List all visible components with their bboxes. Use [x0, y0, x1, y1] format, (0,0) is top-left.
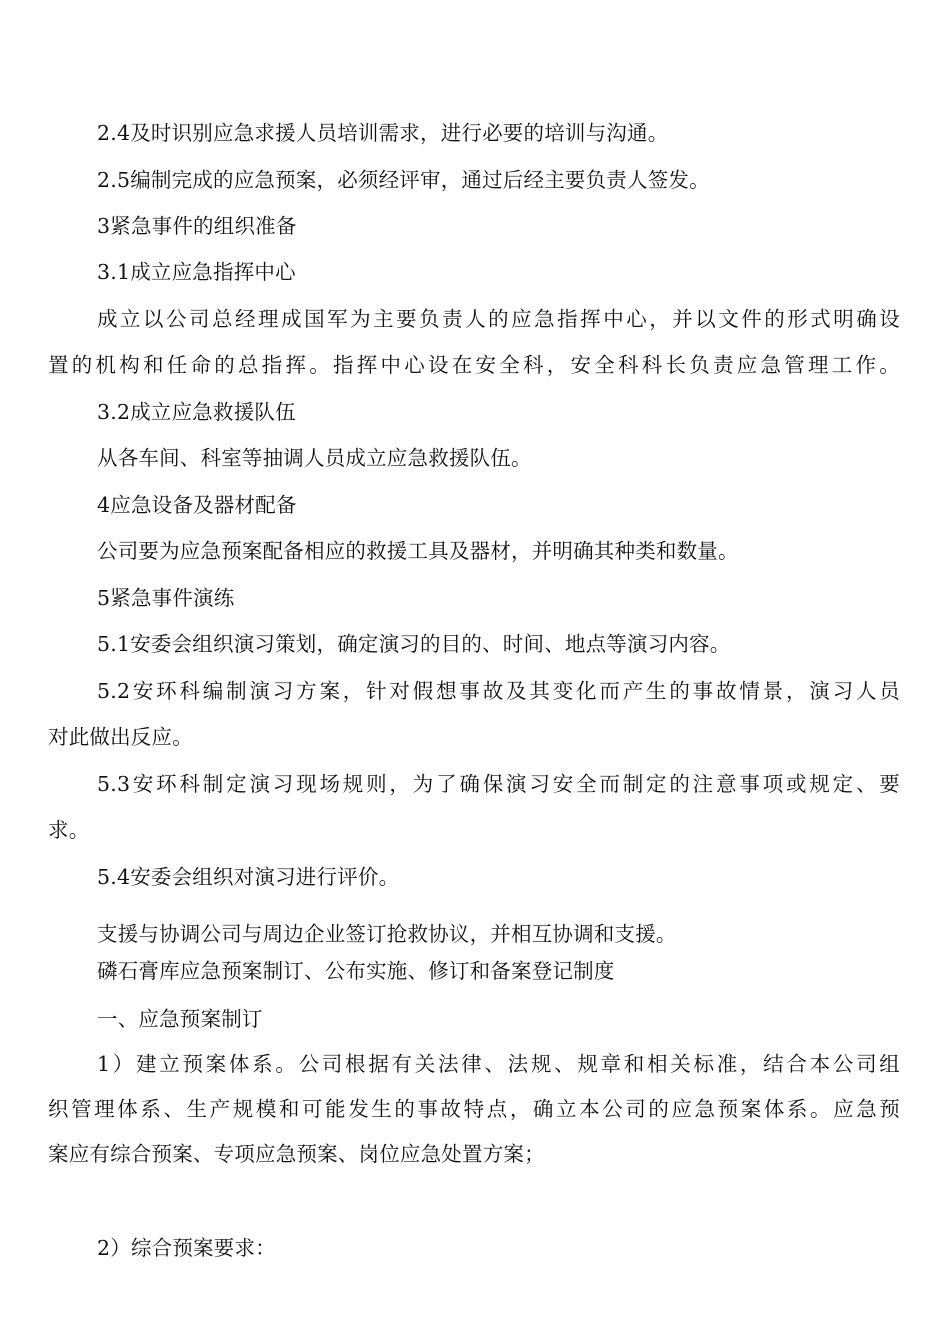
paragraph-3-2: 从各车间、科室等抽调人员成立应急救援队伍。 — [97, 446, 532, 470]
clause-5-4: 5.4安委会组织对演习进行评价。 — [97, 865, 400, 889]
item-1-line-2: 织管理体系、生产规模和可能发生的事故特点，确立本公司的应急预案体系。应急预 — [48, 1097, 900, 1121]
clause-3-1-heading: 3.1成立应急指挥中心 — [97, 260, 296, 284]
paragraph-4: 公司要为应急预案配备相应的救援工具及器材，并明确其种类和数量。 — [97, 539, 739, 563]
paragraph-3-1-line-2: 置的机构和任命的总指挥。指挥中心设在安全科，安全科科长负责应急管理工作。 — [48, 353, 900, 377]
clause-5-2-line-2: 对此做出反应。 — [48, 725, 193, 749]
section-4-heading: 4应急设备及器材配备 — [97, 493, 297, 517]
clause-5-3-line-2: 求。 — [48, 818, 90, 842]
part-1-heading: 一、应急预案制订 — [97, 1007, 263, 1031]
item-1-line-1: 1）建立预案体系。公司根据有关法律、法规、规章和相关标准，结合本公司组 — [97, 1052, 900, 1076]
clause-2-5: 2.5编制完成的应急预案，必须经评审，通过后经主要负责人签发。 — [97, 168, 710, 192]
clause-5-1: 5.1安委会组织演习策划，确定演习的目的、时间、地点等演习内容。 — [97, 632, 731, 656]
clause-3-2-heading: 3.2成立应急救援队伍 — [97, 400, 296, 424]
clause-5-2-line-1: 5.2安环科编制演习方案，针对假想事故及其变化而产生的事故情景，演习人员 — [97, 679, 900, 703]
paragraph-support: 支援与协调公司与周边企业签订抢救协议，并相互协调和支援。 — [97, 922, 677, 946]
item-2-heading: 2）综合预案要求： — [97, 1236, 276, 1260]
clause-2-4: 2.4及时识别应急求援人员培训需求，进行必要的培训与沟通。 — [97, 121, 669, 145]
clause-5-3-line-1: 5.3安环科制定演习现场规则，为了确保演习安全而制定的注意事项或规定、要 — [97, 772, 900, 796]
paragraph-3-1-line-1: 成立以公司总经理成国军为主要负责人的应急指挥中心，并以文件的形式明确设 — [97, 307, 900, 331]
item-1-line-3: 案应有综合预案、专项应急预案、岗位应急处置方案； — [48, 1142, 545, 1166]
document-subtitle: 磷石膏库应急预案制订、公布实施、修订和备案登记制度 — [97, 959, 615, 983]
section-5-heading: 5紧急事件演练 — [97, 586, 235, 610]
section-3-heading: 3紧急事件的组织准备 — [97, 214, 297, 238]
